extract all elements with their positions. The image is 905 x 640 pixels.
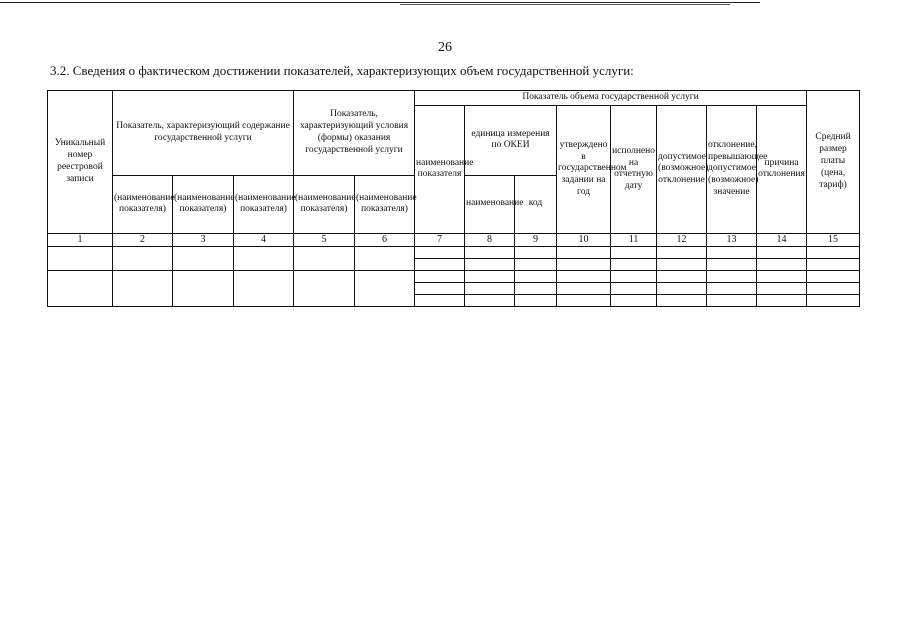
table-cell	[807, 283, 860, 295]
column-number: 2	[113, 233, 173, 247]
table-cell	[557, 247, 611, 259]
table-cell	[465, 247, 515, 259]
column-number: 9	[515, 233, 557, 247]
header-deviation-reason: причина отклонения	[757, 105, 807, 233]
table-cell	[807, 259, 860, 271]
header-sub-indicator-name: (наименование показателя)	[113, 175, 173, 233]
table-cell	[657, 259, 707, 271]
table-cell	[757, 283, 807, 295]
column-number: 4	[234, 233, 294, 247]
table-cell	[757, 259, 807, 271]
table-cell	[611, 271, 657, 283]
table-cell	[807, 271, 860, 283]
table-cell	[48, 271, 113, 307]
table-cell	[757, 295, 807, 307]
table-cell	[807, 247, 860, 259]
header-content-indicator: Показатель, характеризующий содержание государственной услуги	[113, 91, 294, 176]
table-cell	[707, 259, 757, 271]
header-volume-indicator: Показатель объема государственной услуги	[415, 91, 807, 106]
header-sub-indicator-name: (наименование показателя)	[173, 175, 234, 233]
table-cell	[415, 247, 465, 259]
table-cell	[707, 295, 757, 307]
table-cell	[757, 247, 807, 259]
table-cell	[234, 247, 294, 271]
table-cell	[657, 295, 707, 307]
page-number: 26	[438, 40, 452, 55]
table-cell	[611, 247, 657, 259]
table-cell	[557, 295, 611, 307]
column-number: 6	[355, 233, 415, 247]
column-number: 3	[173, 233, 234, 247]
table-cell	[113, 271, 173, 307]
column-number: 12	[657, 233, 707, 247]
table-cell	[557, 259, 611, 271]
header-exceeding-deviation: отклонение, превышающее допустимое (возможное) значение	[707, 105, 757, 233]
column-number: 1	[48, 233, 113, 247]
table-cell	[557, 283, 611, 295]
header-conditions-indicator: Показатель, характеризующий условия (формы) оказания государственной услуги	[294, 91, 415, 176]
header-executed: исполнено на отчетную дату	[611, 105, 657, 233]
table-cell	[234, 271, 294, 307]
table-cell	[515, 247, 557, 259]
table-cell	[657, 271, 707, 283]
table-cell	[611, 283, 657, 295]
table-row	[48, 247, 860, 259]
table-cell	[707, 247, 757, 259]
table-row	[48, 271, 860, 283]
table-cell	[515, 271, 557, 283]
table-cell	[294, 271, 355, 307]
column-number: 10	[557, 233, 611, 247]
column-number: 7	[415, 233, 465, 247]
column-number: 5	[294, 233, 355, 247]
header-sub-indicator-name: (наименование показателя)	[294, 175, 355, 233]
table-cell	[355, 247, 415, 271]
column-number: 8	[465, 233, 515, 247]
header-sub-indicator-name: (наименование показателя)	[355, 175, 415, 233]
table-cell	[515, 259, 557, 271]
table-cell	[657, 247, 707, 259]
header-allowed-deviation: допустимое (возможное) отклонение	[657, 105, 707, 233]
table-cell	[465, 295, 515, 307]
table-cell	[173, 247, 234, 271]
table-cell	[707, 283, 757, 295]
header-unit-code: код	[515, 175, 557, 233]
table-cell	[465, 271, 515, 283]
table-cell	[807, 295, 860, 307]
header-unit-name: наименование	[465, 175, 515, 233]
table-cell	[48, 247, 113, 271]
header-volume-indicator-name: наименование показателя	[415, 105, 465, 233]
table-cell	[611, 259, 657, 271]
table-cell	[757, 271, 807, 283]
table-cell	[515, 283, 557, 295]
table-cell	[465, 259, 515, 271]
table-cell	[465, 283, 515, 295]
table-cell	[515, 295, 557, 307]
table-cell	[657, 283, 707, 295]
table-cell	[557, 271, 611, 283]
header-average-fee: Средний размер платы (цена, тариф)	[807, 91, 860, 234]
table-cell	[415, 259, 465, 271]
volume-indicators-table	[47, 90, 860, 307]
column-number: 11	[611, 233, 657, 247]
top-rule-secondary	[400, 4, 730, 5]
column-number: 14	[757, 233, 807, 247]
header-sub-indicator-name: (наименование показателя)	[234, 175, 294, 233]
header-unique-record-number: Уникальный номер реестровой записи	[48, 91, 113, 234]
table-cell	[707, 271, 757, 283]
table-cell	[415, 271, 465, 283]
table-cell	[355, 271, 415, 307]
table-cell	[294, 247, 355, 271]
table-cell	[173, 271, 234, 307]
column-number: 13	[707, 233, 757, 247]
table-cell	[415, 283, 465, 295]
table-cell	[611, 295, 657, 307]
header-okei-unit: единица измерения по ОКЕИ	[465, 105, 557, 175]
column-number: 15	[807, 233, 860, 247]
header-approved: утверждено в государственном задании на год	[557, 105, 611, 233]
table-cell	[113, 247, 173, 271]
table-cell	[415, 295, 465, 307]
section-title: 3.2. Сведения о фактическом достижении показателей, характеризующих объем государственной услуги:	[50, 63, 634, 78]
top-rule	[0, 2, 760, 3]
